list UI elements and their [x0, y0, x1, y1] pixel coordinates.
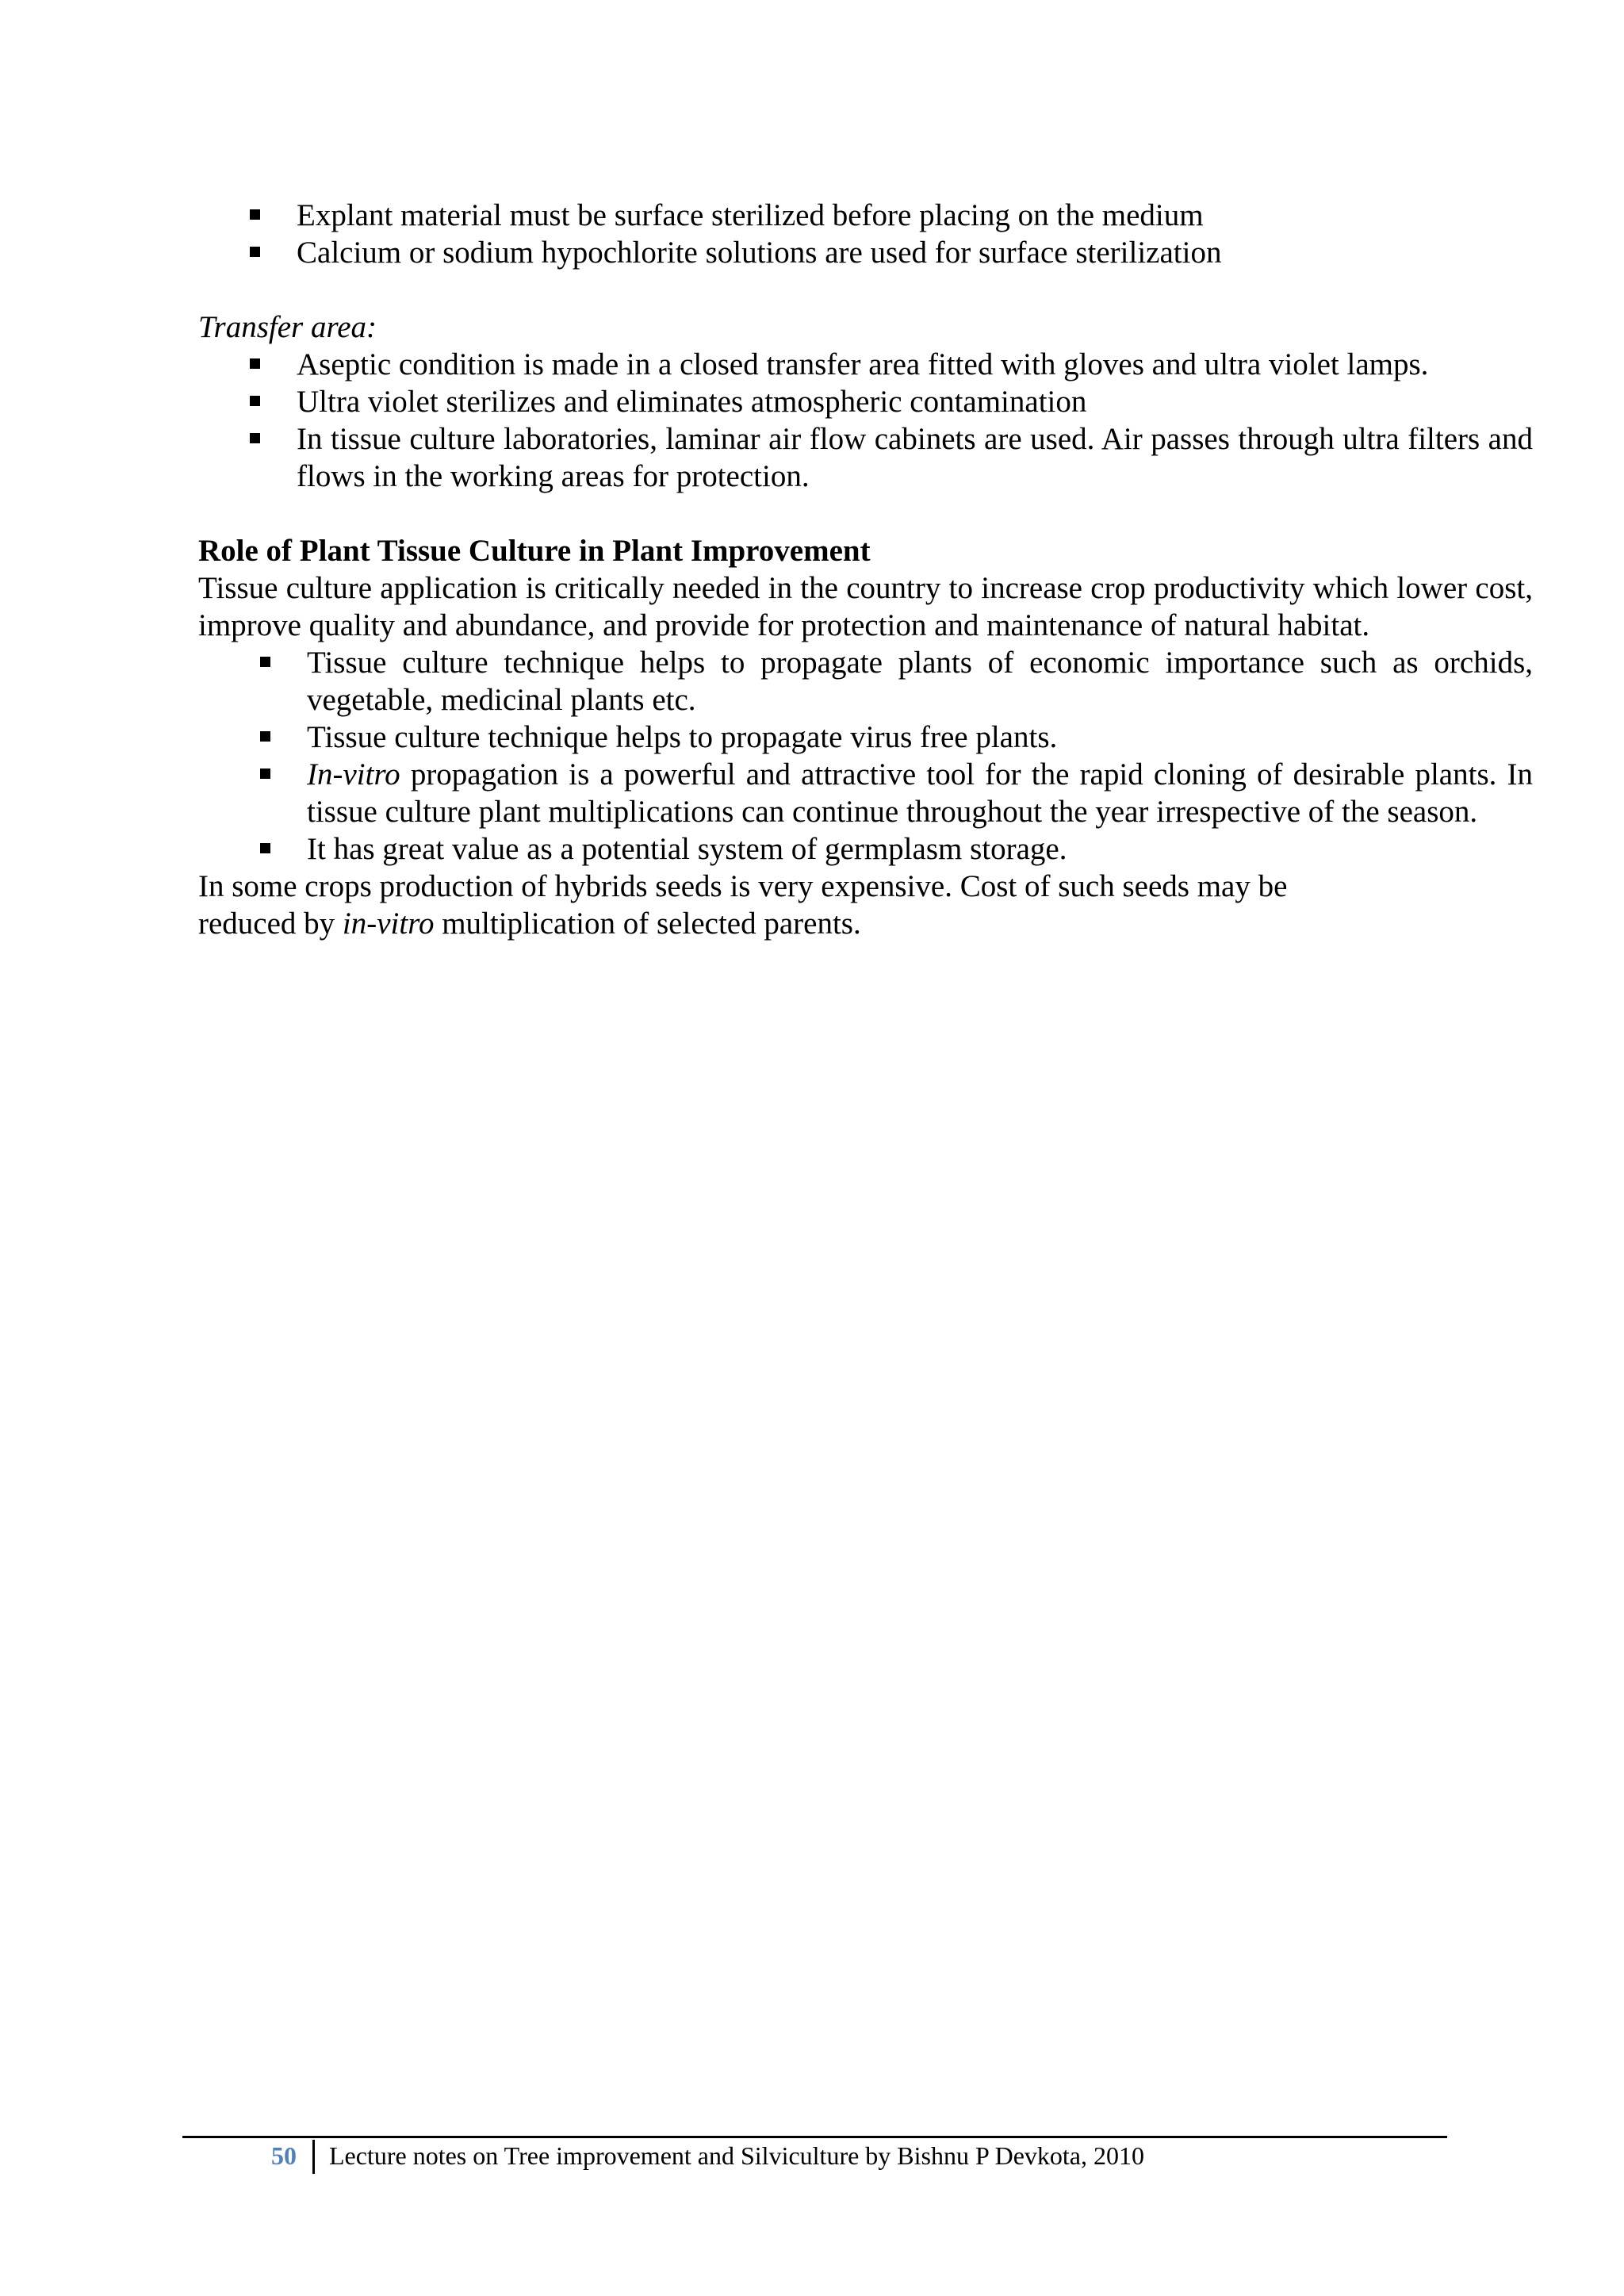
- list-item-text: Explant material must be surface sterilized before placing on the medium: [297, 198, 1204, 232]
- list-item: [198, 644, 1533, 719]
- square-bullet-icon: [260, 769, 270, 779]
- square-bullet-icon: [250, 247, 260, 257]
- square-bullet-icon: [250, 433, 260, 443]
- list-item: [198, 234, 1533, 271]
- transfer-area-bullet-list: [198, 346, 1533, 495]
- square-bullet-icon: [250, 358, 260, 369]
- closing-line-1: In some crops production of hybrids seeds is very expensive. Cost of such seeds may be: [198, 869, 1288, 903]
- closing-paragraph: [198, 868, 1533, 942]
- closing-line-2-start: reduced by: [198, 907, 343, 941]
- list-item-text: Aseptic condition is made in a closed transfer area fitted with gloves and ultra violet lamps.: [297, 347, 1429, 381]
- list-item: [198, 383, 1533, 420]
- list-item: [198, 420, 1533, 495]
- square-bullet-icon: [260, 731, 270, 742]
- footer-text: Lecture notes on Tree improvement and Silviculture by Bishnu P Devkota, 2010: [329, 2141, 1144, 2170]
- list-item-text: Ultra violet sterilizes and eliminates atmospheric contamination: [297, 385, 1087, 419]
- list-item-text: Tissue culture technique helps to propagate plants of economic importance such as orchids, vegetable, medicinal plants etc.: [307, 646, 1533, 717]
- list-item: [198, 719, 1533, 756]
- list-item: [198, 197, 1533, 234]
- page-footer: [182, 2136, 1447, 2174]
- italic-term: In-vitro: [307, 757, 400, 792]
- list-item-text: It has great value as a potential system of germplasm storage.: [307, 832, 1067, 866]
- list-item-text: propagation is a powerful and attractive tool for the rapid cloning of desirable plants. In tissue culture plant multiplications can continue throughout the year irrespective of the season.: [307, 757, 1533, 829]
- intro-paragraph: Tissue culture application is critically needed in the country to increase crop productivity which lower cost, improve quality and abundance, and provide for protection and maintenance of natural habitat.: [198, 571, 1533, 642]
- page-content: [198, 197, 1533, 942]
- list-item: [198, 346, 1533, 383]
- section-heading: Role of Plant Tissue Culture in Plant Improvement: [198, 534, 871, 568]
- list-item: [198, 830, 1533, 868]
- square-bullet-icon: [260, 657, 270, 667]
- list-item: [198, 756, 1533, 830]
- role-bullet-list: [198, 644, 1533, 868]
- closing-line-2: [198, 905, 1533, 942]
- square-bullet-icon: [260, 843, 270, 853]
- square-bullet-icon: [250, 396, 260, 406]
- list-item-text: Tissue culture technique helps to propagate virus free plants.: [307, 720, 1058, 754]
- list-item-text: In tissue culture laboratories, laminar air flow cabinets are used. Air passes through ultra filters and flows in the working areas for protection.: [297, 422, 1533, 493]
- transfer-area-label: Transfer area:: [198, 310, 377, 344]
- sterilization-bullet-list: [198, 197, 1533, 271]
- footer-divider: [312, 2140, 315, 2174]
- page-number: 50: [271, 2141, 297, 2170]
- list-item-text: Calcium or sodium hypochlorite solutions are used for surface sterilization: [297, 236, 1222, 270]
- square-bullet-icon: [250, 209, 260, 220]
- italic-term: in-vitro: [342, 907, 435, 941]
- footer-row: [182, 2138, 1447, 2174]
- closing-line-2-end: multiplication of selected parents.: [434, 907, 861, 941]
